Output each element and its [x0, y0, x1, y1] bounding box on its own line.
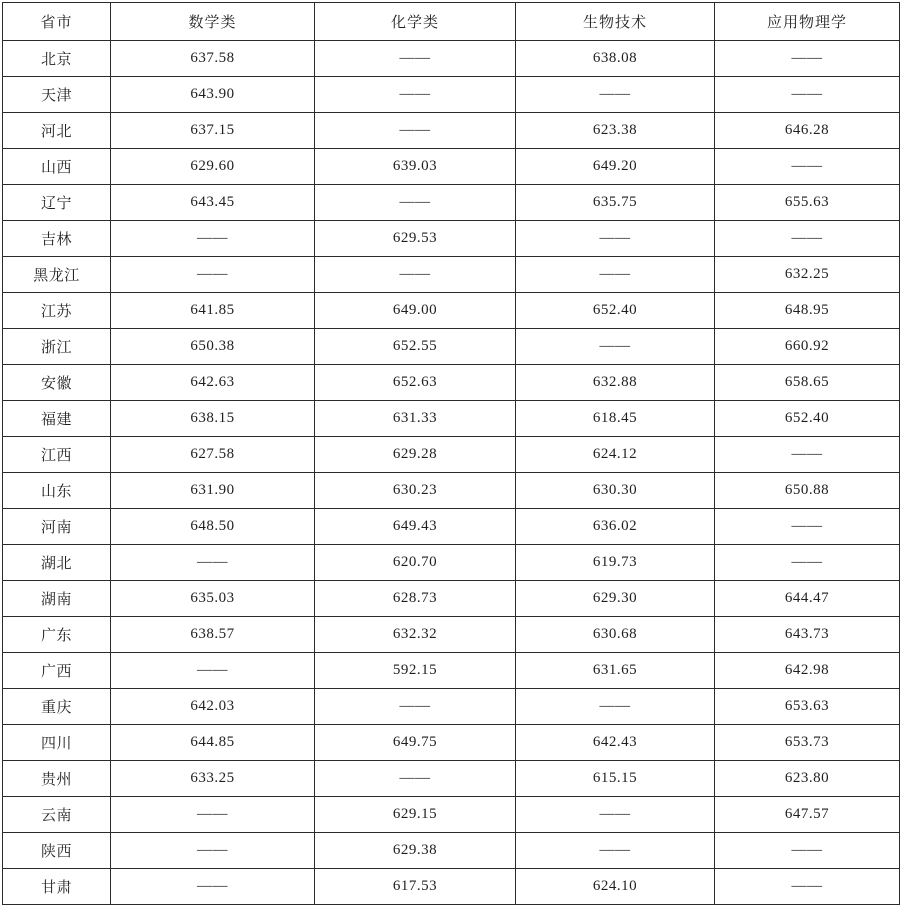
score-cell: 649.20	[516, 149, 715, 185]
score-cell: 632.88	[516, 365, 715, 401]
table-row	[3, 761, 900, 797]
empty-score-cell: ——	[715, 41, 900, 77]
empty-score-cell: ——	[315, 761, 516, 797]
score-cell: 643.90	[111, 77, 315, 113]
empty-score-cell: ——	[516, 329, 715, 365]
score-cell: 633.25	[111, 761, 315, 797]
score-cell: 619.73	[516, 545, 715, 581]
admission-scores-table	[2, 2, 900, 905]
column-header-applied-physics: 应用物理学	[715, 3, 900, 41]
score-cell: 629.60	[111, 149, 315, 185]
score-cell: 617.53	[315, 869, 516, 905]
score-cell: 653.73	[715, 725, 900, 761]
table-row	[3, 113, 900, 149]
province-cell: 河北	[3, 113, 111, 149]
table-row	[3, 221, 900, 257]
empty-score-cell: ——	[111, 869, 315, 905]
empty-score-cell: ——	[315, 77, 516, 113]
province-cell: 陕西	[3, 833, 111, 869]
score-cell: 639.03	[315, 149, 516, 185]
empty-score-cell: ——	[315, 257, 516, 293]
column-header-province: 省市	[3, 3, 111, 41]
province-cell: 广东	[3, 617, 111, 653]
score-cell: 636.02	[516, 509, 715, 545]
score-cell: 638.08	[516, 41, 715, 77]
province-cell: 江西	[3, 437, 111, 473]
score-cell: 631.33	[315, 401, 516, 437]
empty-score-cell: ——	[715, 149, 900, 185]
province-cell: 黑龙江	[3, 257, 111, 293]
score-cell: 623.80	[715, 761, 900, 797]
score-cell: 644.47	[715, 581, 900, 617]
score-cell: 652.40	[715, 401, 900, 437]
table-row	[3, 365, 900, 401]
score-cell: 642.43	[516, 725, 715, 761]
score-cell: 647.57	[715, 797, 900, 833]
province-cell: 湖南	[3, 581, 111, 617]
province-cell: 四川	[3, 725, 111, 761]
province-cell: 云南	[3, 797, 111, 833]
score-cell: 638.15	[111, 401, 315, 437]
score-cell: 649.75	[315, 725, 516, 761]
table-row	[3, 41, 900, 77]
score-cell: 627.58	[111, 437, 315, 473]
table-row	[3, 401, 900, 437]
score-cell: 624.10	[516, 869, 715, 905]
score-cell: 635.03	[111, 581, 315, 617]
score-cell: 643.45	[111, 185, 315, 221]
province-cell: 山西	[3, 149, 111, 185]
score-cell: 650.88	[715, 473, 900, 509]
empty-score-cell: ——	[111, 653, 315, 689]
score-cell: 632.25	[715, 257, 900, 293]
score-cell: 628.73	[315, 581, 516, 617]
table-row	[3, 77, 900, 113]
table-row	[3, 329, 900, 365]
score-cell: 642.03	[111, 689, 315, 725]
empty-score-cell: ——	[111, 797, 315, 833]
score-cell: 643.73	[715, 617, 900, 653]
table-row	[3, 725, 900, 761]
score-cell: 629.28	[315, 437, 516, 473]
score-cell: 631.65	[516, 653, 715, 689]
score-cell: 620.70	[315, 545, 516, 581]
table-row	[3, 509, 900, 545]
score-cell: 618.45	[516, 401, 715, 437]
table-header	[3, 3, 900, 41]
column-header-chemistry: 化学类	[315, 3, 516, 41]
score-cell: 660.92	[715, 329, 900, 365]
score-cell: 648.95	[715, 293, 900, 329]
province-cell: 湖北	[3, 545, 111, 581]
empty-score-cell: ——	[715, 437, 900, 473]
score-cell: 655.63	[715, 185, 900, 221]
score-cell: 652.40	[516, 293, 715, 329]
empty-score-cell: ——	[715, 545, 900, 581]
province-cell: 贵州	[3, 761, 111, 797]
score-cell: 650.38	[111, 329, 315, 365]
empty-score-cell: ——	[111, 833, 315, 869]
score-cell: 630.30	[516, 473, 715, 509]
column-header-biotech: 生物技术	[516, 3, 715, 41]
score-cell: 631.90	[111, 473, 315, 509]
score-cell: 644.85	[111, 725, 315, 761]
table-row	[3, 581, 900, 617]
score-cell: 630.68	[516, 617, 715, 653]
table-row	[3, 653, 900, 689]
province-cell: 河南	[3, 509, 111, 545]
empty-score-cell: ——	[715, 77, 900, 113]
empty-score-cell: ——	[516, 797, 715, 833]
table-row	[3, 689, 900, 725]
score-cell: 629.38	[315, 833, 516, 869]
empty-score-cell: ——	[715, 833, 900, 869]
empty-score-cell: ——	[111, 221, 315, 257]
province-cell: 重庆	[3, 689, 111, 725]
score-cell: 646.28	[715, 113, 900, 149]
province-cell: 福建	[3, 401, 111, 437]
empty-score-cell: ——	[111, 545, 315, 581]
table-row	[3, 257, 900, 293]
score-cell: 623.38	[516, 113, 715, 149]
empty-score-cell: ——	[111, 257, 315, 293]
table-row	[3, 617, 900, 653]
empty-score-cell: ——	[315, 41, 516, 77]
score-cell: 635.75	[516, 185, 715, 221]
table-row	[3, 473, 900, 509]
score-cell: 648.50	[111, 509, 315, 545]
empty-score-cell: ——	[315, 689, 516, 725]
score-cell: 637.58	[111, 41, 315, 77]
column-header-math: 数学类	[111, 3, 315, 41]
score-cell: 649.00	[315, 293, 516, 329]
province-cell: 甘肃	[3, 869, 111, 905]
score-cell: 624.12	[516, 437, 715, 473]
score-cell: 641.85	[111, 293, 315, 329]
score-cell: 632.32	[315, 617, 516, 653]
empty-score-cell: ——	[315, 185, 516, 221]
score-cell: 638.57	[111, 617, 315, 653]
score-cell: 658.65	[715, 365, 900, 401]
score-cell: 653.63	[715, 689, 900, 725]
score-cell: 592.15	[315, 653, 516, 689]
score-cell: 649.43	[315, 509, 516, 545]
score-cell: 629.15	[315, 797, 516, 833]
empty-score-cell: ——	[516, 221, 715, 257]
province-cell: 浙江	[3, 329, 111, 365]
score-cell: 652.63	[315, 365, 516, 401]
province-cell: 吉林	[3, 221, 111, 257]
header-row	[3, 3, 900, 41]
score-cell: 652.55	[315, 329, 516, 365]
province-cell: 江苏	[3, 293, 111, 329]
empty-score-cell: ——	[516, 833, 715, 869]
score-cell: 642.98	[715, 653, 900, 689]
province-cell: 山东	[3, 473, 111, 509]
empty-score-cell: ——	[315, 113, 516, 149]
empty-score-cell: ——	[715, 509, 900, 545]
score-cell: 637.15	[111, 113, 315, 149]
score-cell: 629.30	[516, 581, 715, 617]
table-row	[3, 293, 900, 329]
empty-score-cell: ——	[715, 221, 900, 257]
province-cell: 天津	[3, 77, 111, 113]
province-cell: 北京	[3, 41, 111, 77]
table-row	[3, 833, 900, 869]
table-row	[3, 149, 900, 185]
empty-score-cell: ——	[516, 689, 715, 725]
score-cell: 629.53	[315, 221, 516, 257]
empty-score-cell: ——	[516, 77, 715, 113]
table-row	[3, 437, 900, 473]
table-row	[3, 797, 900, 833]
province-cell: 广西	[3, 653, 111, 689]
score-cell: 642.63	[111, 365, 315, 401]
score-cell: 615.15	[516, 761, 715, 797]
province-cell: 安徽	[3, 365, 111, 401]
table-row	[3, 545, 900, 581]
empty-score-cell: ——	[715, 869, 900, 905]
table-body	[3, 41, 900, 905]
table-row	[3, 185, 900, 221]
empty-score-cell: ——	[516, 257, 715, 293]
province-cell: 辽宁	[3, 185, 111, 221]
table-row	[3, 869, 900, 905]
score-cell: 630.23	[315, 473, 516, 509]
